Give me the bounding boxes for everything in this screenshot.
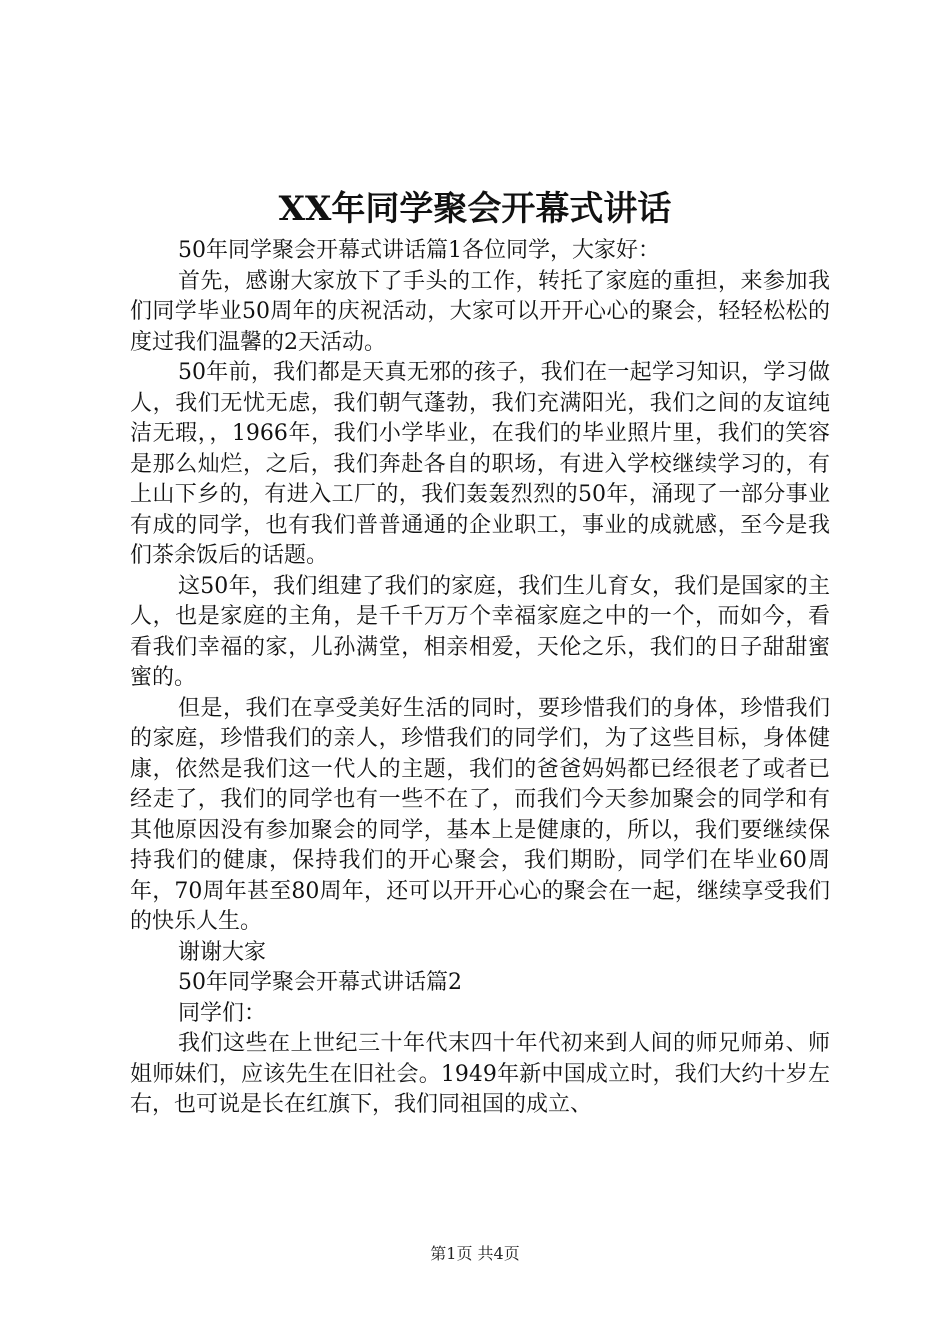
paragraph-speech-2-body: 我们这些在上世纪三十年代末四十年代初来到人间的师兄师弟、师姐师妹们，应该先生在旧社会。1949年新中国成立时，我们大约十岁左右，也可说是长在红旗下，我们同祖国的成立、 [130,1031,830,1117]
document-body [130,236,830,1121]
page-number-footer: 第1页 共4页 [430,1244,520,1263]
paragraph-intro: 50年同学聚会开幕式讲话篇1各位同学，大家好： [178,238,660,263]
paragraph-closing: 谢谢大家 [178,939,267,965]
paragraph-salutation: 同学们： [178,1000,267,1026]
paragraph-health: 但是，我们在享受美好生活的同时，要珍惜我们的身体，珍惜我们的家庭，珍惜我们的亲人，珍惜我们的同学们，为了这些目标，身体健康，依然是我们这一代人的主题，我们的爸爸妈妈都已经很老了或者已经走了，我们的同学也有一些不在了，而我们今天参加聚会的同学和有其他原因没有参加聚会的同学，基本上是健康的，所以，我们要继续保持我们的健康，保持我们的开心聚会，我们期盼，同学们在毕业60周年，70周年甚至80周年，还可以开开心心的聚会在一起，继续享受我们的快乐人生。 [130,695,830,934]
paragraph-thanks: 首先，感谢大家放下了手头的工作，转托了家庭的重担，来参加我们同学毕业50周年的庆祝活动，大家可以开开心心的聚会，轻轻松松的度过我们温馨的2天活动。 [130,268,830,355]
paragraph-fifty-years-ago: 50年前，我们都是天真无邪的孩子，我们在一起学习知识，学习做人，我们无忧无虑，我们朝气蓬勃，我们充满阳光，我们之间的友谊纯洁无瑕，，1966年，我们小学毕业，在我们的毕业照片里，我们的笑容是那么灿烂，之后，我们奔赴各自的职场，有进入学校继续学习的，有上山下乡的，有进入工厂的，我们轰轰烈烈的50年，涌现了一部分事业有成的同学，也有我们普普通通的企业职工，事业的成就感，至今是我们茶余饭后的话题。 [130,360,830,568]
paragraph-speech-2-heading: 50年同学聚会开幕式讲话篇2 [178,970,462,995]
paragraph-families: 这50年，我们组建了我们的家庭，我们生儿育女，我们是国家的主人，也是家庭的主角，是千千万万个幸福家庭之中的一个，而如今，看看我们幸福的家，儿孙满堂，相亲相爱，天伦之乐，我们的日子甜甜蜜蜜的。 [130,573,830,690]
document-title: XX年同学聚会开幕式讲话 [278,189,672,229]
